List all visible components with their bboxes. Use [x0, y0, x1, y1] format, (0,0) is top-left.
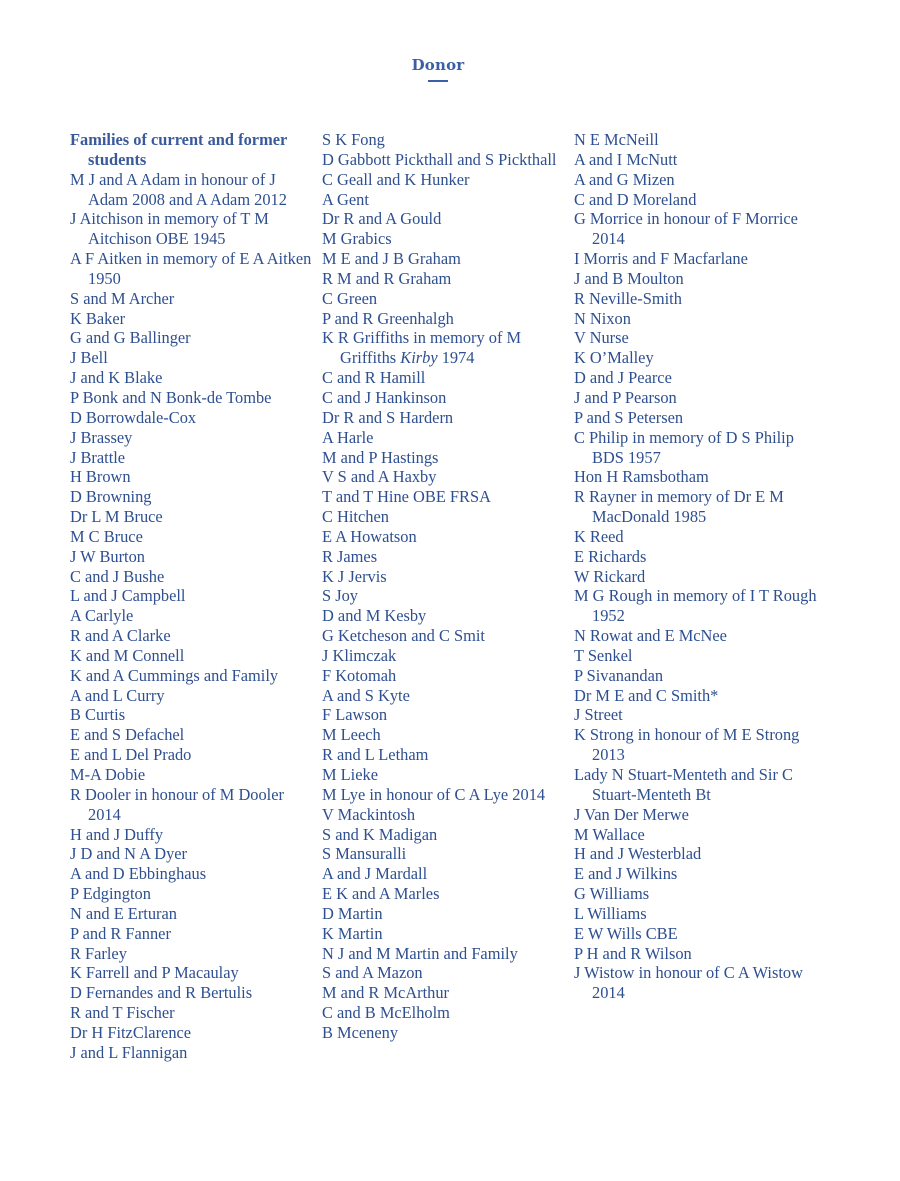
- donor-name: S Mansuralli: [322, 844, 407, 864]
- donor-name: M-A Dobie: [70, 765, 146, 784]
- donor-entry: [322, 864, 567, 884]
- donor-name: M and R McArthur: [322, 983, 450, 1003]
- donor-name: C Green: [322, 288, 378, 308]
- donor-entry: [70, 567, 315, 587]
- donor-name: H and J Westerblad: [574, 844, 702, 864]
- donor-entry: [70, 904, 315, 924]
- donor-name: E W Wills CBE: [574, 923, 678, 943]
- donor-entry: [70, 765, 315, 785]
- donor-name: K Farrell and P Macaulay: [70, 963, 239, 983]
- donor-entry: [70, 348, 315, 368]
- donor-name: K Strong in honour of M E Strong 2013: [574, 725, 800, 765]
- donor-name: J Street: [574, 705, 623, 725]
- donor-entry: [70, 249, 315, 289]
- donor-entry: [322, 745, 567, 765]
- donor-name: C and R Hamill: [322, 368, 426, 388]
- donor-entry: [574, 924, 819, 944]
- donor-entry: [322, 448, 567, 468]
- donor-name: M E and J B Graham: [322, 249, 461, 269]
- donor-entry: [70, 1023, 315, 1043]
- donor-entry: [574, 170, 819, 190]
- donor-entry: [574, 348, 819, 368]
- donor-entry: [574, 725, 819, 765]
- title-underline: [428, 80, 448, 82]
- donor-name: Families of current and former students: [70, 130, 287, 169]
- donor-entry: [70, 428, 315, 448]
- donor-entry: [70, 844, 315, 864]
- donor-column-1: [70, 130, 315, 1063]
- donor-entry: [322, 328, 567, 368]
- donor-name: A Harle: [322, 427, 374, 447]
- donor-entry: [574, 368, 819, 388]
- donor-name: K J Jervis: [322, 566, 387, 586]
- donor-name: Lady N Stuart-Menteth and Sir C Stuart-Menteth Bt: [574, 765, 793, 804]
- donor-entry: [322, 289, 567, 309]
- donor-entry: [322, 686, 567, 706]
- donor-entry: [322, 527, 567, 547]
- donor-name: P Edgington: [70, 884, 151, 904]
- donor-name: P H and R Wilson: [574, 943, 692, 963]
- donor-name: E K and A Marles: [322, 884, 440, 904]
- donor-name: R and T Fischer: [70, 1003, 175, 1023]
- donor-entry: [322, 765, 567, 785]
- donor-name: J W Burton: [70, 546, 145, 566]
- donor-entry: [574, 567, 819, 587]
- donor-entry: [70, 289, 315, 309]
- donor-name: M Leech: [322, 725, 381, 745]
- donor-entry: [574, 209, 819, 249]
- donor-name: S K Fong: [322, 130, 385, 149]
- donor-name: K Martin: [322, 923, 383, 943]
- donor-name: I Morris and F Macfarlane: [574, 249, 748, 269]
- donor-name: M Wallace: [574, 824, 645, 844]
- donor-name: R Farley: [70, 943, 127, 963]
- donor-name: D Borrowdale-Cox: [70, 407, 197, 427]
- donor-name: J Klimczak: [322, 645, 397, 665]
- donor-name: W Rickard: [574, 566, 646, 586]
- donor-name: A and D Ebbinghaus: [70, 864, 207, 884]
- donor-name: S and M Archer: [70, 288, 175, 308]
- donor-name: J and B Moulton: [574, 268, 684, 288]
- donor-entry: [574, 844, 819, 864]
- donor-entry: [322, 884, 567, 904]
- donor-name: V Mackintosh: [322, 804, 416, 824]
- donor-entry: [322, 150, 567, 170]
- donor-entry: [322, 825, 567, 845]
- donor-name: H Brown: [70, 467, 131, 487]
- donor-entry: [322, 805, 567, 825]
- donor-entry: [574, 805, 819, 825]
- donor-name: D and J Pearce: [574, 368, 672, 388]
- donor-name: R Neville-Smith: [574, 288, 682, 308]
- donor-entry: [70, 586, 315, 606]
- donor-entry: [574, 269, 819, 289]
- donor-name: V Nurse: [574, 328, 629, 348]
- donor-entry: [70, 467, 315, 487]
- donor-entry: [574, 328, 819, 348]
- donor-name: N Nixon: [574, 308, 631, 328]
- donor-name: D Browning: [70, 487, 152, 507]
- donor-name: C and J Hankinson: [322, 387, 447, 407]
- donor-entry: [322, 983, 567, 1003]
- donor-entry: [70, 705, 315, 725]
- donor-name: E and J Wilkins: [574, 864, 678, 884]
- page-title: Donor: [411, 56, 465, 74]
- donor-name: A Gent: [322, 189, 369, 209]
- donor-name: J Brattle: [70, 447, 126, 467]
- donor-entry: [322, 567, 567, 587]
- donor-entry: [70, 686, 315, 706]
- donor-entry: [322, 249, 567, 269]
- donor-name: J and L Flannigan: [70, 1042, 188, 1062]
- donor-name: K Baker: [70, 308, 126, 328]
- donor-name: A and L Curry: [70, 685, 165, 705]
- donor-name: N Rowat and E McNee: [574, 626, 727, 646]
- donor-column-3: [574, 130, 819, 1003]
- donor-entry: [70, 825, 315, 845]
- donor-name: J and P Pearson: [574, 387, 677, 407]
- donor-entry: [70, 388, 315, 408]
- donor-name: Dr L M Bruce: [70, 507, 163, 527]
- donor-name: D Martin: [322, 903, 383, 923]
- donor-name: F Kotomah: [322, 665, 397, 685]
- donor-name: M Lye in honour of C A Lye 2014: [322, 784, 546, 804]
- donor-name: C and J Bushe: [70, 566, 165, 586]
- donor-column-2: [322, 130, 567, 1043]
- donor-entry: [574, 388, 819, 408]
- donor-entry: [574, 705, 819, 725]
- donor-entry: [70, 606, 315, 626]
- donor-name: K and M Connell: [70, 645, 185, 665]
- donor-entry: [70, 507, 315, 527]
- donor-name: J Bell: [70, 348, 108, 368]
- donor-entry: [70, 328, 315, 348]
- donor-entry: [70, 408, 315, 428]
- donor-entry: [574, 626, 819, 646]
- donor-entry: [322, 1003, 567, 1023]
- donor-name: C Hitchen: [322, 507, 389, 527]
- donor-name: A Carlyle: [70, 606, 134, 626]
- donor-name: H and J Duffy: [70, 824, 164, 844]
- donor-entry: [574, 884, 819, 904]
- donor-name: P Sivanandan: [574, 665, 664, 685]
- donor-entry: [574, 428, 819, 468]
- donor-entry: [322, 229, 567, 249]
- donor-name: G Ketcheson and C Smit: [322, 626, 485, 646]
- donor-entry: [322, 963, 567, 983]
- donor-entry: [322, 487, 567, 507]
- donor-entry: [70, 666, 315, 686]
- donor-entry: [322, 428, 567, 448]
- donor-name: C and D Moreland: [574, 189, 697, 209]
- donor-entry: [322, 606, 567, 626]
- donor-name: A and I McNutt: [574, 149, 678, 169]
- donor-name: S and K Madigan: [322, 824, 438, 844]
- donor-name: A and S Kyte: [322, 685, 410, 705]
- donor-entry: [574, 864, 819, 884]
- donor-entry: [70, 725, 315, 745]
- donor-entry: [574, 130, 819, 150]
- donor-entry: [322, 646, 567, 666]
- donor-entry: [70, 745, 315, 765]
- donor-name: M C Bruce: [70, 526, 143, 546]
- donor-entry: [322, 1023, 567, 1043]
- donor-entry: [70, 1003, 315, 1023]
- donor-entry: [70, 170, 315, 210]
- donor-name: E and S Defachel: [70, 725, 185, 745]
- donor-entry: [70, 1043, 315, 1063]
- donor-entry: [574, 586, 819, 626]
- donor-name: L and J Campbell: [70, 586, 186, 606]
- donor-entry: [322, 190, 567, 210]
- donor-entry: [322, 209, 567, 229]
- donor-entry: [322, 666, 567, 686]
- donor-entry: [70, 309, 315, 329]
- donor-entry: [322, 130, 567, 150]
- donor-name: M Lieke: [322, 765, 378, 784]
- donor-name: T and T Hine OBE FRSA: [322, 487, 491, 507]
- donor-name: V S and A Haxby: [322, 467, 437, 487]
- donor-name: N and E Erturan: [70, 903, 177, 923]
- donor-name: M and P Hastings: [322, 447, 439, 467]
- donor-entry: [70, 646, 315, 666]
- donor-entry: [322, 309, 567, 329]
- donor-entry: [322, 944, 567, 964]
- donor-name: G Williams: [574, 884, 650, 904]
- donor-entry: [574, 309, 819, 329]
- donor-name: R Dooler in honour of M Dooler 2014: [70, 784, 284, 824]
- donor-entry: [574, 686, 819, 706]
- donor-entry: [322, 388, 567, 408]
- donor-name: K Reed: [574, 526, 624, 546]
- donor-name: T Senkel: [574, 645, 633, 665]
- donor-entry: [574, 289, 819, 309]
- donor-name: J Aitchison in memory of T M Aitchison OBE 1945: [70, 209, 269, 249]
- donor-entry: [322, 725, 567, 745]
- donor-entry: [574, 547, 819, 567]
- donor-name: D and M Kesby: [322, 606, 427, 626]
- donor-entry: [70, 785, 315, 825]
- donor-name: S Joy: [322, 586, 358, 606]
- donor-name: B Mceneny: [322, 1022, 399, 1042]
- donor-name: Dr R and S Hardern: [322, 407, 454, 427]
- donor-name: R and L Letham: [322, 745, 429, 765]
- donor-name: M Grabics: [322, 229, 392, 249]
- donor-name: P and R Greenhalgh: [322, 308, 454, 328]
- donor-name: P Bonk and N Bonk-de Tombe: [70, 387, 272, 407]
- donor-name: A and G Mizen: [574, 169, 675, 189]
- donor-entry: [70, 864, 315, 884]
- donor-name: R M and R Graham: [322, 268, 452, 288]
- donor-name: A F Aitken in memory of E A Aitken 1950: [70, 249, 312, 288]
- donor-entry: [70, 448, 315, 468]
- donor-entry: [322, 586, 567, 606]
- donor-name: Dr H FitzClarence: [70, 1022, 192, 1042]
- donor-name: K R Griffiths in memory of M Griffiths: [322, 328, 522, 368]
- donor-entry: [322, 547, 567, 567]
- donor-entry: [574, 249, 819, 269]
- donor-name: D Gabbott Pickthall and S Pickthall: [322, 149, 557, 169]
- donor-entry: [322, 170, 567, 190]
- donor-name: A and J Mardall: [322, 864, 428, 884]
- donor-name: C and B McElholm: [322, 1003, 450, 1023]
- donor-name: P and S Petersen: [574, 407, 684, 427]
- donor-entry: [574, 963, 819, 1003]
- donor-name: G Morrice in honour of F Morrice 2014: [574, 209, 798, 249]
- donor-name: Dr R and A Gould: [322, 209, 442, 229]
- donor-entry: [70, 487, 315, 507]
- donor-entry: [322, 507, 567, 527]
- donor-entry: [70, 547, 315, 567]
- donor-entry: [322, 269, 567, 289]
- donor-entry: [574, 527, 819, 547]
- donor-name: C Geall and K Hunker: [322, 169, 470, 189]
- donor-entry: [70, 924, 315, 944]
- donor-name: J Brassey: [70, 427, 133, 447]
- donor-entry: [574, 765, 819, 805]
- donor-name: K O’Malley: [574, 348, 654, 368]
- donor-entry: [70, 209, 315, 249]
- donor-name: E and L Del Prado: [70, 745, 192, 765]
- donor-entry: [574, 646, 819, 666]
- donor-group-heading: [70, 130, 315, 170]
- donor-entry: [574, 944, 819, 964]
- donor-name: E Richards: [574, 546, 647, 566]
- donor-name-italic: Kirby: [400, 348, 438, 368]
- donor-entry: [322, 924, 567, 944]
- donor-entry: [70, 368, 315, 388]
- donor-name: C Philip in memory of D S Philip BDS 1957: [574, 427, 794, 467]
- donor-name: Hon H Ramsbotham: [574, 467, 709, 487]
- donor-entry: [322, 844, 567, 864]
- donor-name: B Curtis: [70, 705, 126, 725]
- donor-entry: [574, 467, 819, 487]
- donor-name: D Fernandes and R Bertulis: [70, 983, 253, 1003]
- donor-name: F Lawson: [322, 705, 388, 725]
- donor-name: R and A Clarke: [70, 626, 171, 646]
- donor-name: M J and A Adam in honour of J Adam 2008 and A Adam 2012: [70, 169, 287, 209]
- donor-entry: [70, 884, 315, 904]
- donor-entry: [574, 150, 819, 170]
- donor-name: P and R Fanner: [70, 923, 171, 943]
- donor-entry: [574, 190, 819, 210]
- page-header: [0, 56, 876, 82]
- donor-entry: [70, 944, 315, 964]
- donor-name: R Rayner in memory of Dr E M MacDonald 1985: [574, 487, 784, 527]
- donor-name: L Williams: [574, 903, 647, 923]
- donor-entry: [574, 666, 819, 686]
- donor-name: R James: [322, 546, 378, 566]
- donor-entry: [322, 408, 567, 428]
- donor-entry: [574, 904, 819, 924]
- donor-entry: [322, 626, 567, 646]
- donor-name: E A Howatson: [322, 526, 417, 546]
- donor-name: N J and M Martin and Family: [322, 943, 518, 963]
- donor-entry: [574, 408, 819, 428]
- donor-name: K and A Cummings and Family: [70, 665, 279, 685]
- donor-entry: [574, 487, 819, 527]
- donor-name: N E McNeill: [574, 130, 659, 149]
- donor-entry: [322, 904, 567, 924]
- donor-name: G and G Ballinger: [70, 328, 191, 348]
- donor-entry: [322, 785, 567, 805]
- donor-name: J Wistow in honour of C A Wistow 2014: [574, 963, 803, 1003]
- donor-entry: [322, 368, 567, 388]
- donor-entry: [70, 963, 315, 983]
- donor-entry: [322, 705, 567, 725]
- donor-entry: [70, 626, 315, 646]
- donor-name: J D and N A Dyer: [70, 844, 187, 864]
- donor-name-suffix: 1974: [437, 348, 475, 368]
- donor-entry: [70, 983, 315, 1003]
- donor-entry: [574, 825, 819, 845]
- donor-name: J and K Blake: [70, 368, 163, 388]
- donor-name: S and A Mazon: [322, 963, 423, 983]
- donor-entry: [322, 467, 567, 487]
- donor-name: M G Rough in memory of I T Rough 1952: [574, 586, 817, 626]
- donor-name: J Van Der Merwe: [574, 804, 689, 824]
- donor-name: Dr M E and C Smith*: [574, 685, 719, 705]
- donor-entry: [70, 527, 315, 547]
